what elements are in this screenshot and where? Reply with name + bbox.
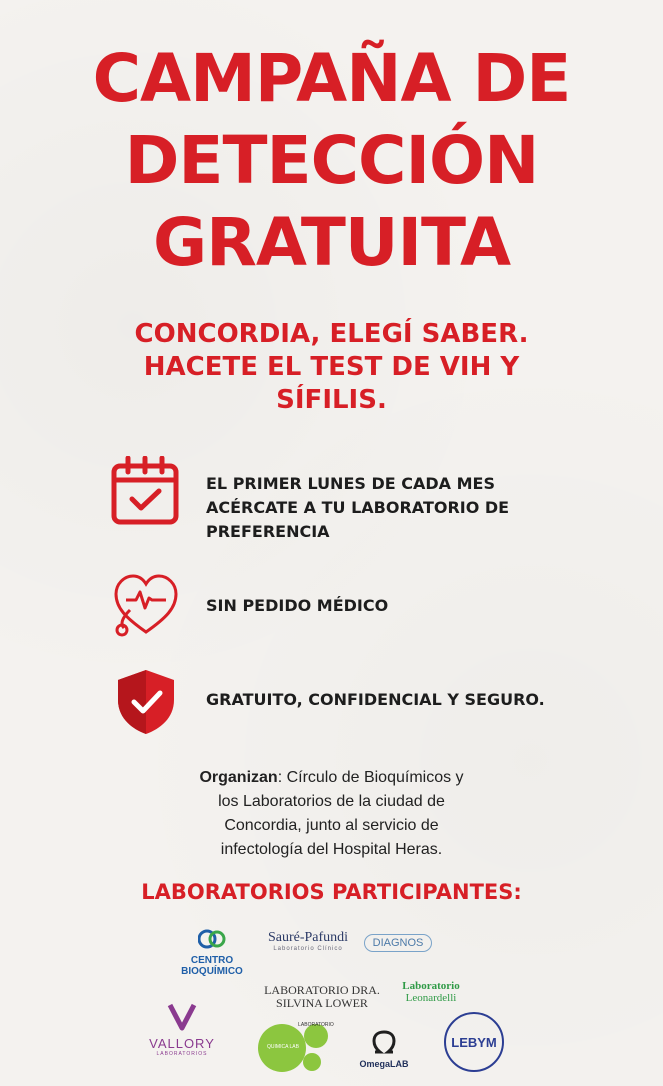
centro-bioquimico-logo: CENTRO BIOQUÍMICO	[176, 928, 248, 977]
subtitle-line-3: SÍFILIS.	[276, 385, 387, 415]
vallory-logo: VALLORY LABORATORIOS	[144, 1002, 220, 1057]
title-line-1: CAMPAÑA DE	[92, 40, 571, 117]
organizers-paragraph: Organizan: Círculo de Bioquímicos y los Laboratorios de la ciudad de Concordia, junto al servicio de infectología del Hospital Heras.	[199, 769, 464, 858]
shield-check-icon	[110, 666, 182, 738]
page-title	[0, 38, 663, 284]
laboratorio-lower-logo: LABORATORIO DRA. SILVINA LOWER	[264, 983, 380, 1010]
feature-free-safe	[110, 666, 580, 740]
feature-schedule	[110, 456, 580, 546]
quimica-lab-logo: QUIMICA LAB LABORATORIO	[254, 1020, 338, 1076]
diagnos-logo: DIAGNOS	[364, 934, 432, 952]
omega-mark	[371, 1030, 397, 1054]
subtitle	[0, 318, 663, 417]
title-line-2: DETECCIÓN	[124, 122, 539, 199]
saure-pafundi-logo: Sauré-Pafundi Laboratorio Clínico	[267, 930, 349, 952]
feature-free-safe-text: GRATUITO, CONFIDENCIAL Y SEGURO.	[206, 690, 545, 709]
organizers-label: Organizan	[199, 769, 278, 786]
subtitle-line-1: CONCORDIA, ELEGÍ SABER.	[134, 319, 529, 349]
laboratorio-leonardelli-logo: Laboratorio Leonardelli	[402, 980, 460, 1004]
subtitle-line-2: HACETE EL TEST DE VIH Y	[143, 352, 520, 382]
lebym-logo: LEBYM	[444, 1012, 504, 1072]
calendar-check-icon	[110, 456, 182, 528]
labs-title: LABORATORIOS PARTICIPANTES:	[141, 880, 522, 904]
feature-no-prescription-text: SIN PEDIDO MÉDICO	[206, 596, 389, 615]
feature-no-prescription	[110, 570, 580, 644]
heart-stethoscope-icon	[110, 570, 182, 642]
centro-bioquimico-mark	[198, 928, 226, 950]
title-line-3: GRATUITA	[152, 204, 511, 281]
vallory-mark	[167, 1002, 197, 1032]
feature-schedule-text: EL PRIMER LUNES DE CADA MES ACÉRCATE A TU LABORATORIO DE PREFERENCIA	[206, 474, 510, 541]
omegalab-logo: OmegaLAB	[356, 1030, 412, 1069]
